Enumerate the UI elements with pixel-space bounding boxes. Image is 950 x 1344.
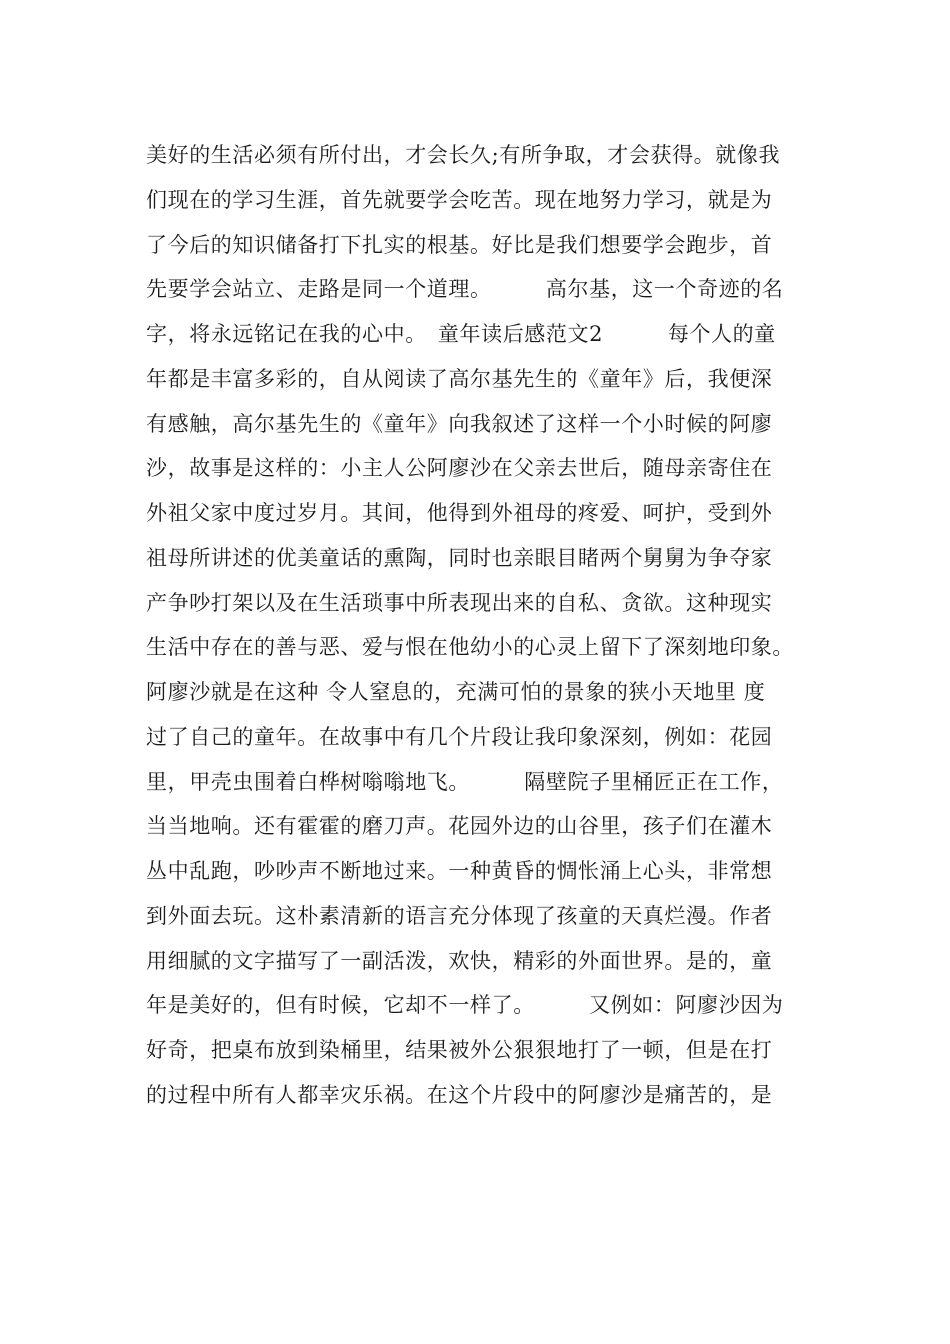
text-line: 祖母所讲述的优美童话的熏陶，同时也亲眼目睹两个舅舅为争夺家 (146, 545, 773, 570)
text-line: 好奇，把桌布放到染桶里，结果被外公狠狠地打了一顿，但是在打 (146, 1038, 773, 1062)
document-body-text (146, 133, 846, 1118)
text-line: 过了自己的童年。在故事中有几个片段让我印象深刻，例如：花园 (146, 724, 773, 749)
text-line: 字，将永远铭记在我的心中。 童年读后感范文2 每个人的童 (146, 322, 776, 346)
text-line: 里，甲壳虫围着白桦树嗡嗡地飞。 隔壁院子里桶匠正在工作， (146, 769, 784, 794)
text-line: 当当地响。还有霍霍的磨刀声。花园外边的山谷里，孩子们在灌木 (146, 814, 773, 839)
text-line: 外祖父家中度过岁月。其间，他得到外祖母的疼爱、呵护，受到外 (146, 501, 773, 525)
text-line: 到外面去玩。这朴素清新的语言充分体现了孩童的天真烂漫。作者 (146, 903, 773, 928)
text-line: 阿廖沙就是在这种 令人窒息的，充满可怕的景象的狭小天地里 度 (146, 680, 766, 704)
text-line: 生活中存在的善与恶、爱与恨在他幼小的心灵上留下了深刻地印象。 (146, 635, 794, 660)
text-line: 沙，故事是这样的：小主人公阿廖沙在父亲去世后，随母亲寄住在 (146, 456, 773, 481)
text-line: 们现在的学习生涯，首先就要学会吃苦。现在地努力学习，就是为 (146, 187, 773, 212)
text-line: 年是美好的，但有时候，它却不一样了。 又例如：阿廖沙因为 (146, 993, 784, 1018)
text-line: 年都是丰富多彩的，自从阅读了高尔基先生的《童年》后，我便深 (146, 366, 773, 391)
text-line: 的过程中所有人都幸灾乐祸。在这个片段中的阿廖沙是痛苦的，是 (146, 1082, 773, 1107)
text-line: 美好的生活必须有所付出，才会长久;有所争取，才会获得。就像我 (146, 143, 781, 167)
text-line: 产争吵打架以及在生活琐事中所表现出来的自私、贪欲。这种现实 (146, 590, 773, 615)
text-line: 了今后的知识储备打下扎实的根基。好比是我们想要学会跑步，首 (146, 232, 773, 257)
text-line: 先要学会站立、走路是同一个道理。 高尔基，这一个奇迹的名 (146, 277, 784, 302)
text-line: 用细腻的文字描写了一副活泼，欢快，精彩的外面世界。是的，童 (146, 948, 773, 973)
text-line: 丛中乱跑，吵吵声不断地过来。一种黄昏的惆怅涌上心头，非常想 (146, 859, 773, 883)
text-line: 有感触，高尔基先生的《童年》向我叙述了这样一个小时候的阿廖 (146, 411, 773, 436)
